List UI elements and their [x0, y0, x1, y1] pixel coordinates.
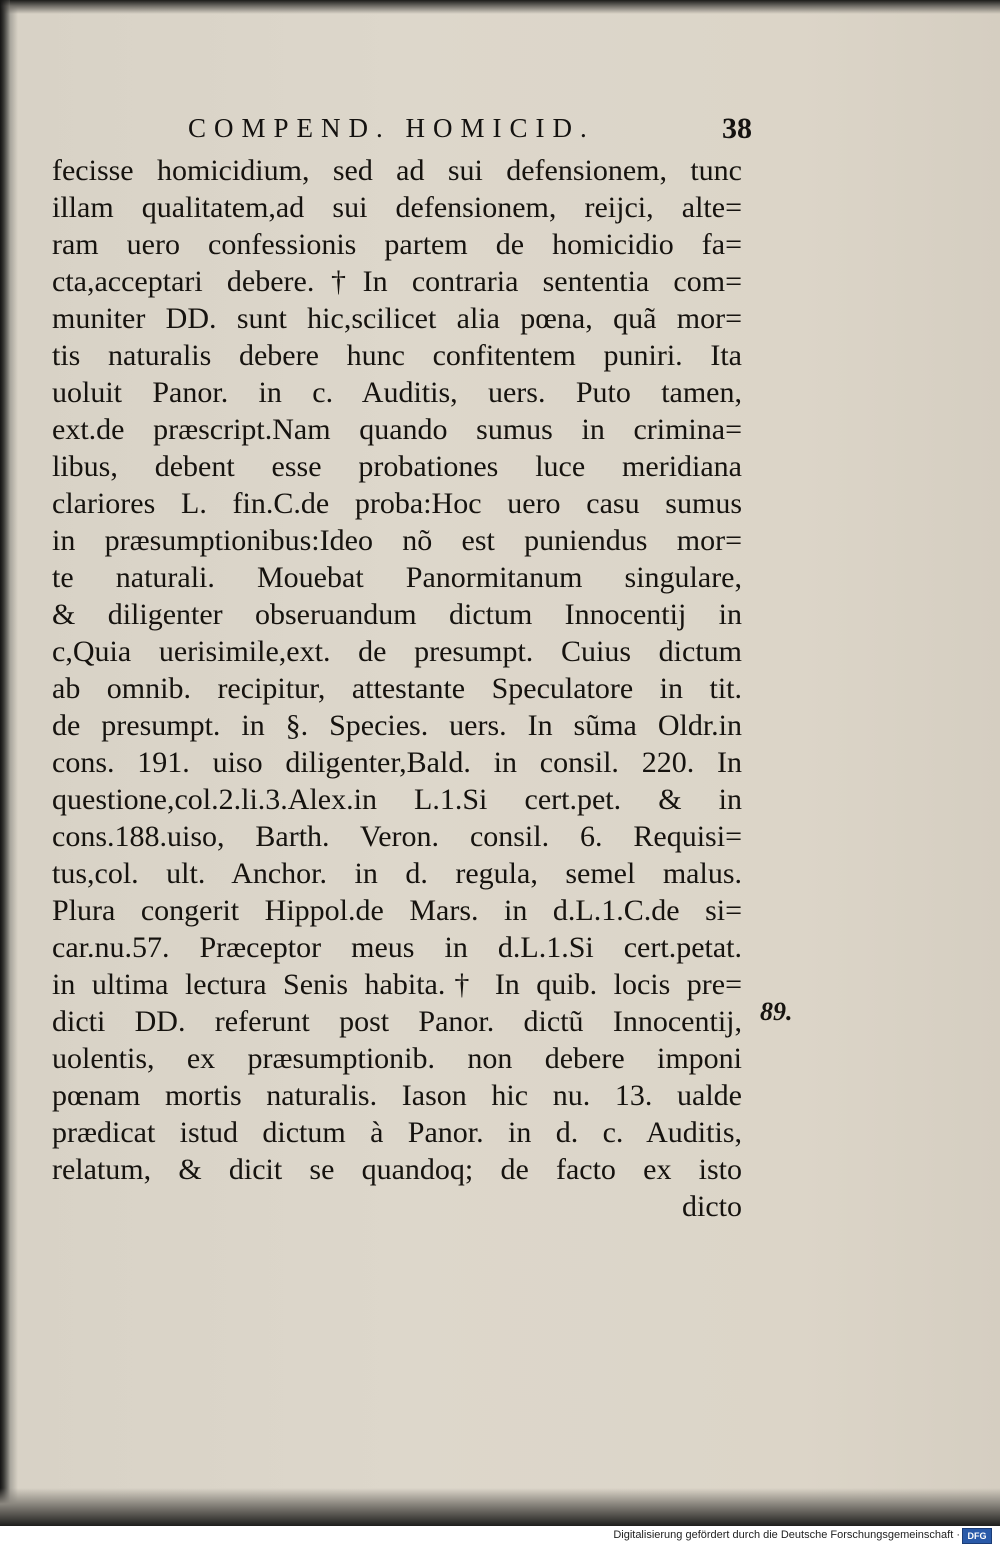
text-line: car.nu.57. Præceptor meus in d.L.1.Si cert.petat.: [52, 931, 742, 964]
text-line: pœnam mortis naturalis. Iason hic nu. 13. ualde: [52, 1079, 742, 1112]
text-line: c,Quia uerisimile,ext. de presumpt. Cuius dictum: [52, 635, 742, 668]
text-line: ab omnib. recipitur, attestante Speculatore in tit.: [52, 672, 742, 705]
text-line: ext.de præscript.Nam quando sumus in crimina=: [52, 413, 742, 446]
text-line: & diligenter obseruandum dictum Innocentij in: [52, 598, 742, 631]
running-head: COMPEND. HOMICID.: [188, 113, 595, 143]
page-number: 38: [722, 112, 752, 145]
body-text: [52, 152, 742, 1225]
text-line: libus, debent esse probationes luce meridiana: [52, 450, 742, 483]
text-line: uoluit Panor. in c. Auditis, uers. Puto tamen,: [52, 376, 742, 409]
text-line: uolentis, ex præsumptionib. non debere imponi: [52, 1042, 742, 1075]
text-line: clariores L. fin.C.de proba:Hoc uero casu sumus: [52, 487, 742, 520]
text-line: tis naturalis debere hunc confitentem puniri. Ita: [52, 339, 742, 372]
dfg-logo: DFG: [962, 1528, 992, 1544]
text-line: muniter DD. sunt hic,scilicet alia pœna, quã mor=: [52, 302, 742, 335]
text-line: Plura congerit Hippol.de Mars. in d.L.1.C.de si=: [52, 894, 742, 927]
text-line: in præsumptionibus:Ideo nõ est puniendus mor=: [52, 524, 742, 557]
text-line: te naturali. Mouebat Panormitanum singulare,: [52, 561, 742, 594]
text-line: tus,col. ult. Anchor. in d. regula, semel malus.: [52, 857, 742, 890]
text-line: in ultima lectura Senis habita.† In quib. locis pre=: [52, 968, 742, 1001]
text-line: de presumpt. in §. Species. uers. In sũma Oldr.in: [52, 709, 742, 742]
funding-credit: Digitalisierung gefördert durch die Deutsche Forschungsgemeinschaft ·: [613, 1529, 960, 1541]
text-line: questione,col.2.li.3.Alex.in L.1.Si cert.pet. & in: [52, 783, 742, 816]
margin-note: 89.: [760, 997, 793, 1026]
text-line: cons. 191. uiso diligenter,Bald. in consil. 220. In: [52, 746, 742, 779]
text-line: prædicat istud dictum à Panor. in d. c. Auditis,: [52, 1116, 742, 1149]
text-line: cons.188.uiso, Barth. Veron. consil. 6. Requisi=: [52, 820, 742, 853]
text-line: fecisse homicidium, sed ad sui defensionem, tunc: [52, 154, 742, 187]
page-bottom-edge: [0, 1488, 1000, 1526]
text-line: illam qualitatem,ad sui defensionem, reijci, alte=: [52, 191, 742, 224]
text-line: ram uero confessionis partem de homicidio fa=: [52, 228, 742, 261]
text-line: dicti DD. referunt post Panor. dictũ Innocentij,: [52, 1005, 742, 1038]
text-line: dicto: [682, 1190, 742, 1223]
text-line: relatum, & dicit se quandoq; de facto ex isto: [52, 1153, 742, 1186]
text-line: cta,acceptari debere.†In contraria sententia com=: [52, 265, 742, 298]
page-top-edge: [0, 0, 1000, 14]
page-gutter-edge: [0, 0, 10, 1526]
